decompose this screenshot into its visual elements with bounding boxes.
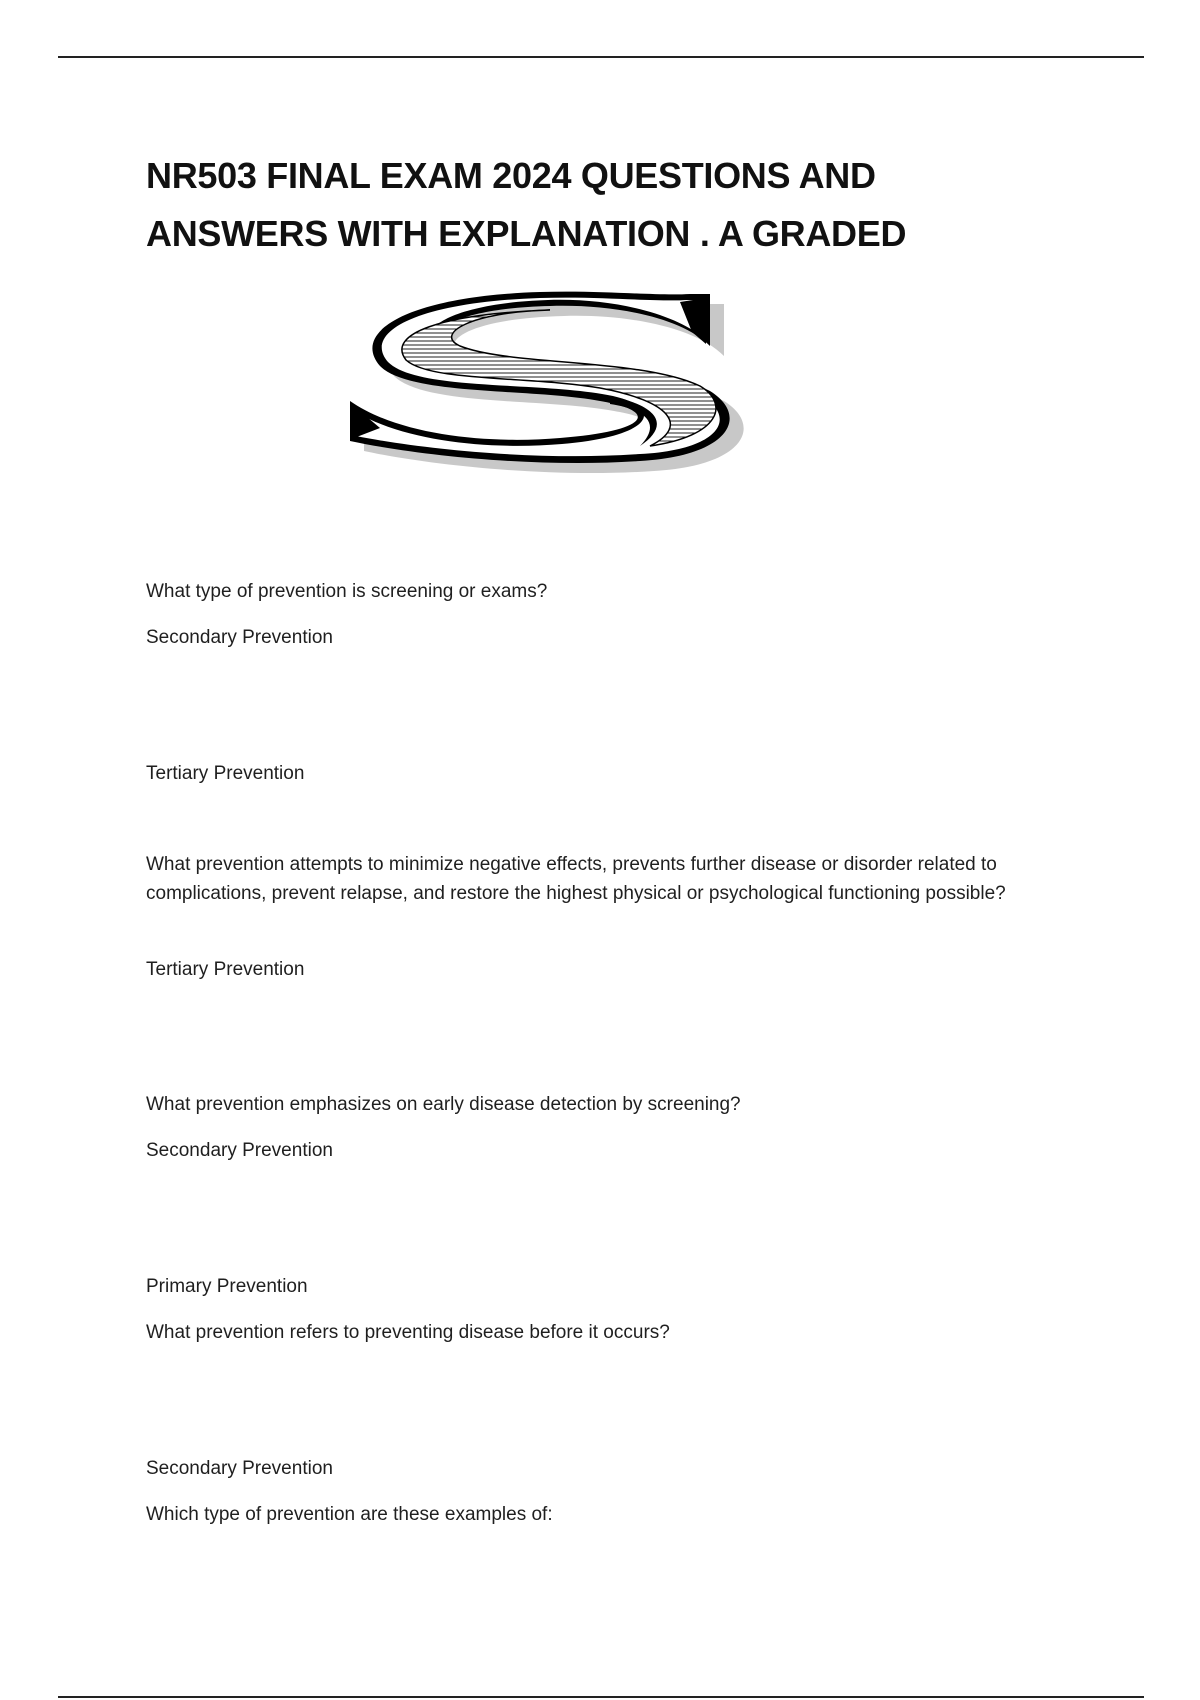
answer-text: Primary Prevention	[146, 1276, 308, 1297]
answer-text: Secondary Prevention	[146, 1458, 333, 1479]
answer-text: Tertiary Prevention	[146, 959, 305, 980]
question-text: What prevention emphasizes on early disease detection by screening?	[146, 1094, 741, 1115]
question-text: What prevention refers to preventing disease before it occurs?	[146, 1322, 670, 1343]
document-title: NR503 FINAL EXAM 2024 QUESTIONS AND ANSWERS WITH EXPLANATION . A GRADED	[146, 155, 907, 254]
bottom-rule	[58, 1696, 1144, 1698]
s-logo-image	[310, 276, 810, 476]
answer-text: Tertiary Prevention	[146, 763, 305, 784]
answer-text: Secondary Prevention	[146, 627, 333, 648]
question-text: What type of prevention is screening or exams?	[146, 581, 548, 602]
answer-text: Secondary Prevention	[146, 1140, 333, 1161]
top-rule	[58, 56, 1144, 58]
question-text: What prevention attempts to minimize negative effects, prevents further disease or disorder related to complications, prevent relapse, and restore the highest physical or psychological functioning possible?	[146, 854, 1006, 904]
question-text: Which type of prevention are these examples of:	[146, 1504, 553, 1525]
